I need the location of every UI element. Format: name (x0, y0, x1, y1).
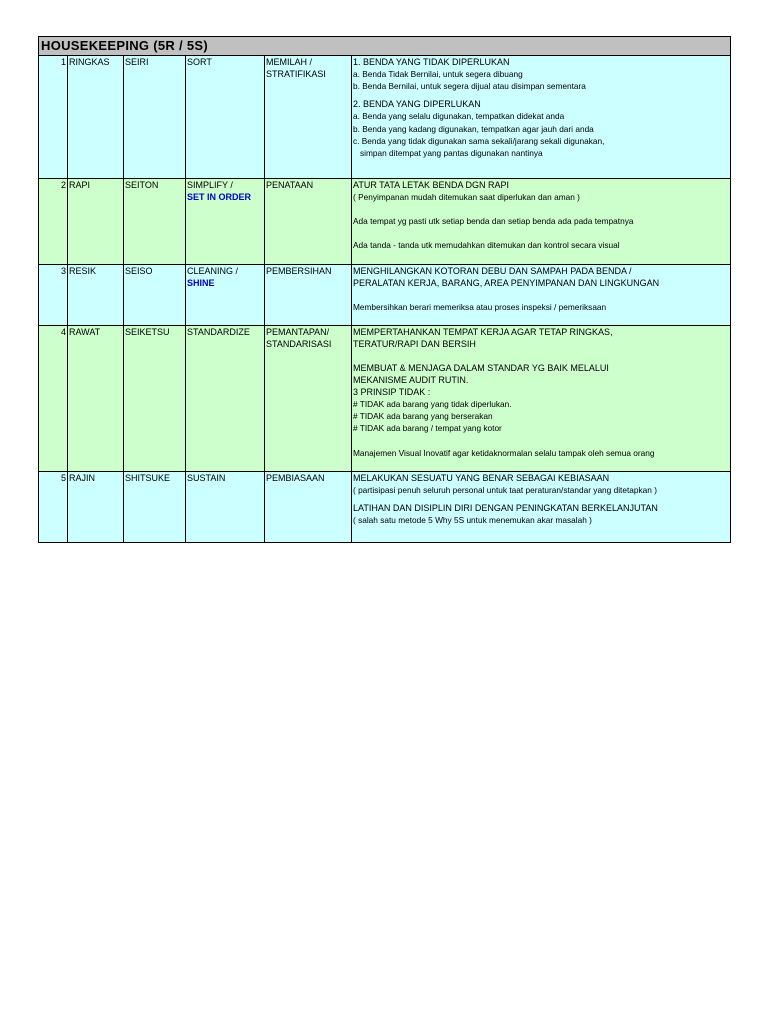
english-term (186, 472, 265, 542)
english-term-text: CLEANING / (187, 266, 239, 276)
desc-line: PERALATAN KERJA, BARANG, AREA PENYIMPANAN DAN LINGKUNGAN (353, 278, 660, 288)
desc-line: b. Benda Bernilai, untuk segera dijual atau disimpan sementara (353, 81, 586, 92)
english-term-alt: SHINE (187, 278, 215, 288)
desc-line: ( salah satu metode 5 Why 5S untuk menemukan akar masalah ) (353, 515, 592, 526)
description (352, 472, 730, 542)
indonesian-meaning: PEMANTAPAN/ STANDARISASI (265, 326, 352, 471)
english-term-text: STANDARDIZE (187, 327, 250, 337)
desc-line: 2. BENDA YANG DIPERLUKAN (353, 99, 481, 110)
english-term (186, 179, 265, 264)
english-term-text: SORT (187, 57, 212, 67)
desc-line: MEMPERTAHANKAN TEMPAT KERJA AGAR TETAP RINGKAS, (353, 327, 613, 337)
table-row-1 (39, 56, 730, 179)
japanese-term: SEIRI (124, 56, 186, 178)
japanese-term: SEISO (124, 265, 186, 325)
table-row-2 (39, 179, 730, 265)
row-number: 1 (39, 56, 68, 178)
english-term-alt: SET IN ORDER (187, 192, 252, 202)
indonesian-term: RAWAT (68, 326, 124, 471)
description (352, 179, 730, 264)
japanese-term: SEITON (124, 179, 186, 264)
desc-line: Ada tempat yg pasti utk setiap benda dan setiap benda ada pada tempatnya (353, 216, 634, 227)
desc-line: simpan ditempat yang pantas digunakan nantinya (360, 148, 543, 159)
desc-line: LATIHAN DAN DISIPLIN DIRI DENGAN PENINGKATAN BERKELANJUTAN (353, 503, 658, 514)
desc-line: MELAKUKAN SESUATU YANG BENAR SEBAGAI KEBIASAAN (353, 473, 610, 483)
desc-line: Manajemen Visual Inovatif agar ketidaknormalan selalu tampak oleh semua orang (353, 447, 655, 458)
indonesian-term: RAPI (68, 179, 124, 264)
row-number: 5 (39, 472, 68, 542)
english-term (186, 326, 265, 471)
indonesian-term: RAJIN (68, 472, 124, 542)
description (352, 56, 730, 178)
desc-line: MEKANISME AUDIT RUTIN. (353, 375, 469, 385)
desc-line: # TIDAK ada barang yang berserakan (353, 411, 493, 422)
desc-line: ( partisipasi penuh seluruh personal untuk taat peraturan/standar yang ditetapkan ) (353, 485, 657, 495)
desc-line: MENGHILANGKAN KOTORAN DEBU DAN SAMPAH PADA BENDA / (353, 266, 632, 276)
desc-line: 3 PRINSIP TIDAK : (353, 387, 431, 397)
english-term (186, 56, 265, 178)
description (352, 265, 730, 325)
desc-line: c. Benda yang tidak digunakan sama sekali/jarang sekali digunakan, (353, 135, 605, 146)
desc-line: 1. BENDA YANG TIDAK DIPERLUKAN (353, 57, 510, 67)
desc-line: ( Penyimpanan mudah ditemukan saat diperlukan dan aman ) (353, 192, 580, 202)
indonesian-meaning: MEMILAH / STRATIFIKASI (265, 56, 352, 178)
table-row-5 (39, 472, 730, 542)
table-row-4 (39, 326, 730, 472)
indonesian-term: RESIK (68, 265, 124, 325)
desc-line: b. Benda yang kadang digunakan, tempatkan agar jauh dari anda (353, 123, 594, 134)
housekeeping-table (38, 36, 731, 543)
description (352, 326, 730, 471)
english-term (186, 265, 265, 325)
indonesian-term: RINGKAS (68, 56, 124, 178)
desc-line: ATUR TATA LETAK BENDA DGN RAPI (353, 180, 510, 190)
desc-line: Membersihkan berari memeriksa atau proses inspeksi / pemeriksaan (353, 302, 607, 312)
desc-line: Ada tanda - tanda utk memudahkan ditemukan dan kontrol secara visual (353, 240, 620, 251)
english-term-text: SIMPLIFY / (187, 180, 233, 190)
desc-line: TERATUR/RAPI DAN BERSIH (353, 339, 476, 349)
desc-line: a. Benda yang selalu digunakan, tempatkan didekat anda (353, 111, 565, 122)
row-number: 2 (39, 179, 68, 264)
english-term-text: SUSTAIN (187, 473, 226, 483)
table-row-3 (39, 265, 730, 326)
japanese-term: SEIKETSU (124, 326, 186, 471)
row-number: 3 (39, 265, 68, 325)
desc-line: a. Benda Tidak Bernilai, untuk segera dibuang (353, 69, 523, 79)
desc-line: MEMBUAT & MENJAGA DALAM STANDAR YG BAIK MELALUI (353, 363, 609, 373)
indonesian-meaning: PEMBIASAAN (265, 472, 352, 542)
indonesian-meaning: PEMBERSIHAN (265, 265, 352, 325)
indonesian-meaning: PENATAAN (265, 179, 352, 264)
desc-line: # TIDAK ada barang yang tidak diperlukan. (353, 399, 512, 409)
row-number: 4 (39, 326, 68, 471)
table-title: HOUSEKEEPING (5R / 5S) (39, 37, 730, 56)
japanese-term: SHITSUKE (124, 472, 186, 542)
desc-line: # TIDAK ada barang / tempat yang kotor (353, 423, 502, 434)
